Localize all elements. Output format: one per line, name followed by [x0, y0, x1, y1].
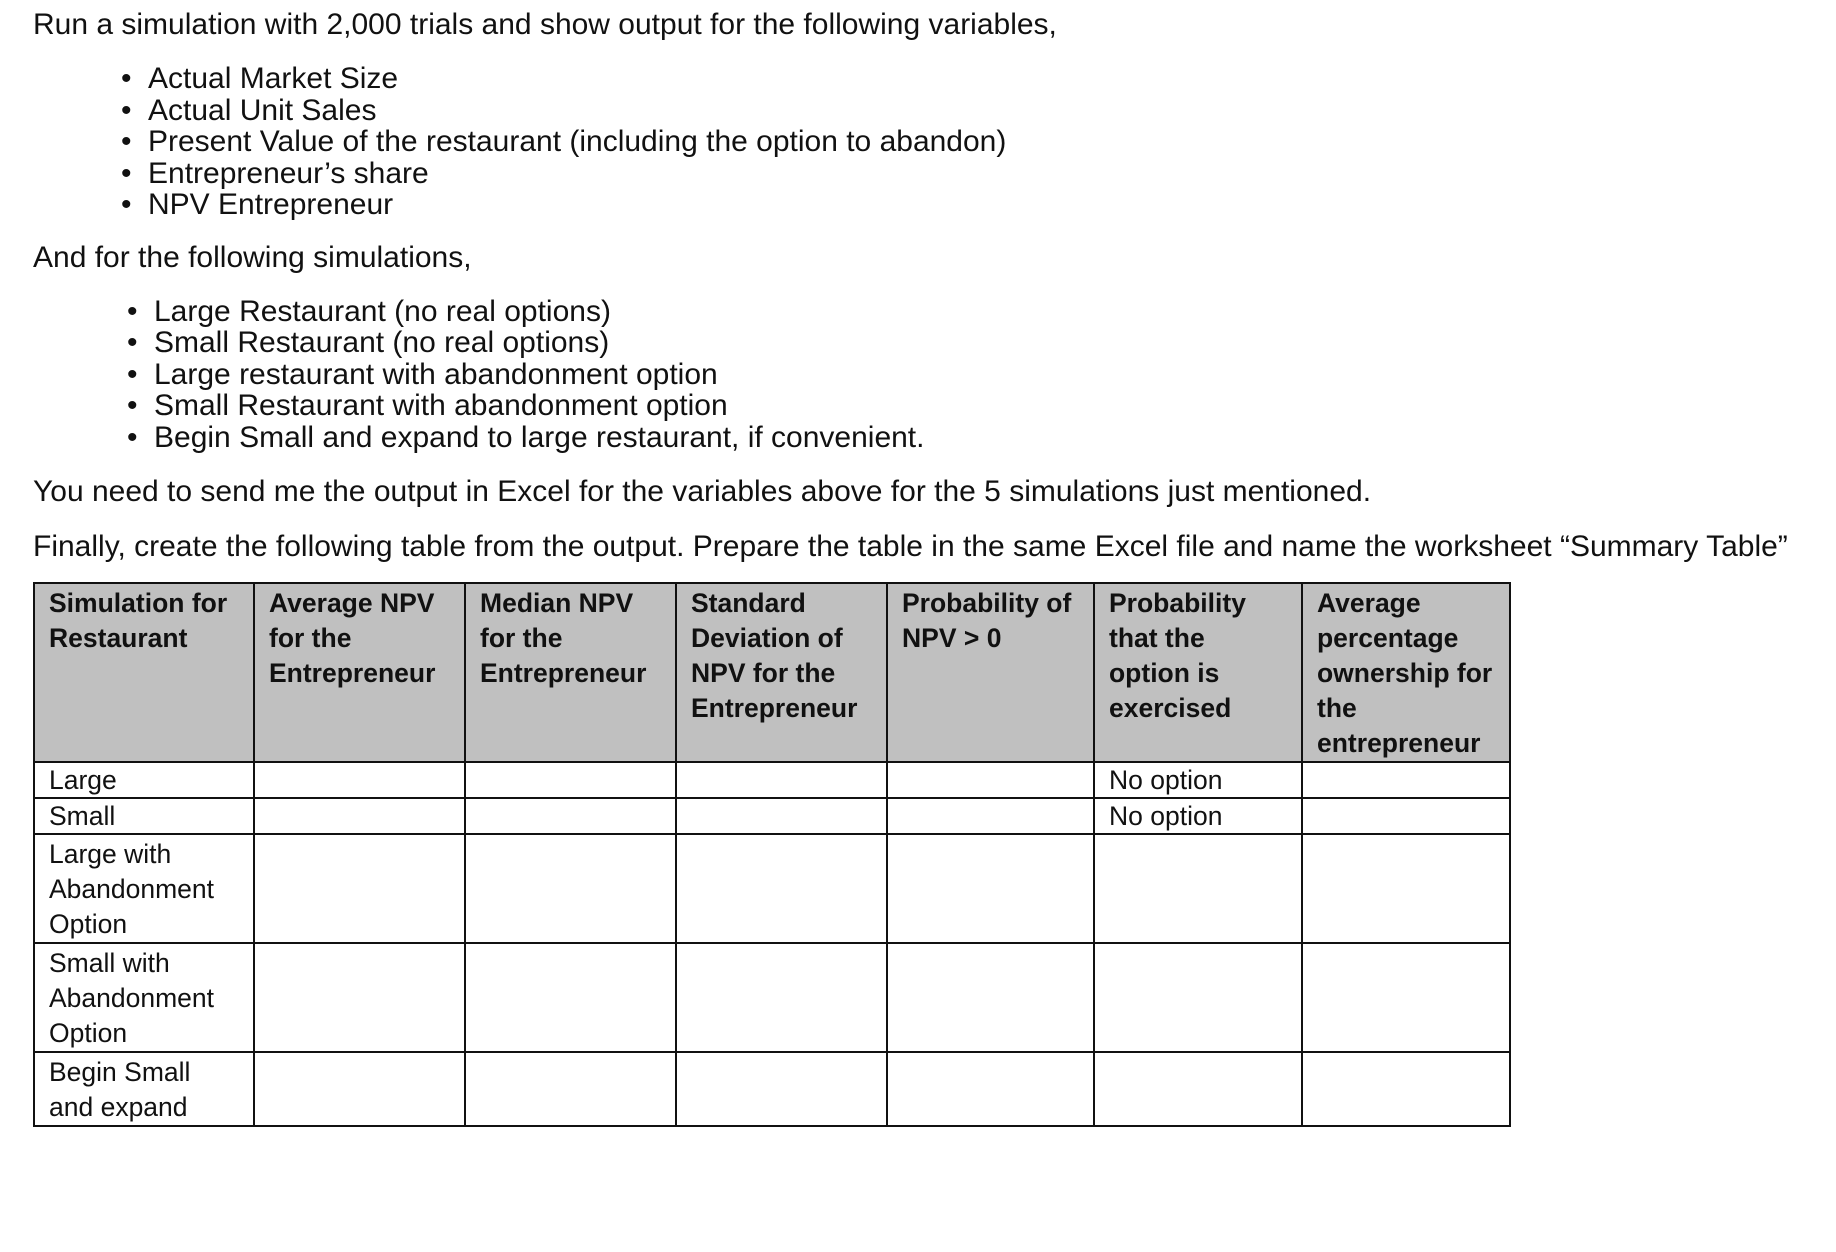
- table-row: [34, 762, 1510, 798]
- simulations-intro: And for the following simulations,: [33, 240, 472, 274]
- bullet-icon: •: [127, 326, 138, 359]
- table-cell: [1094, 834, 1302, 943]
- table-row: [34, 834, 1510, 943]
- list-item: • Small Restaurant (no real options): [127, 326, 610, 359]
- table-cell: [887, 834, 1094, 943]
- bullet-icon: •: [121, 62, 132, 95]
- header-average-npv: Average NPV for the Entrepreneur: [254, 583, 465, 762]
- table-cell: [676, 762, 887, 798]
- table-cell: [676, 798, 887, 834]
- list-item: • Large restaurant with abandonment option: [127, 357, 718, 391]
- instruction-paragraph: You need to send me the output in Excel for the variables above for the 5 simulations just mentioned.: [33, 475, 1372, 508]
- list-item: • NPV Entrepreneur: [121, 188, 394, 221]
- header-probability-npv-positive: Probability of NPV > 0: [887, 583, 1094, 762]
- table-cell: [887, 943, 1094, 1052]
- table-cell: [1302, 1052, 1510, 1126]
- table-cell: [254, 762, 465, 798]
- table-cell: No option: [1094, 762, 1302, 798]
- list-item: • Entrepreneur’s share: [121, 156, 429, 190]
- table-cell: [1302, 798, 1510, 834]
- header-probability-option-exercised: Probability that the option is exercised: [1094, 583, 1302, 762]
- table-cell: [1302, 834, 1510, 943]
- table-cell: Small with Abandonment Option: [34, 943, 254, 1052]
- final-instruction-paragraph: Finally, create the following table from the output. Prepare the table in the same Excel file and name the worksheet “Summary Table”: [33, 530, 1788, 563]
- bullet-icon: •: [121, 125, 132, 158]
- table-cell: Large with Abandonment Option: [34, 834, 254, 943]
- table-cell: [254, 943, 465, 1052]
- header-median-npv: Median NPV for the Entrepreneur: [465, 583, 676, 762]
- variables-list: [121, 63, 1793, 221]
- table-cell: Small: [34, 798, 254, 834]
- table-cell: [1302, 943, 1510, 1052]
- bullet-icon: •: [127, 357, 138, 391]
- list-item: • Present Value of the restaurant (including the option to abandon): [121, 125, 1007, 158]
- table-row: [34, 798, 1510, 834]
- bullet-icon: •: [121, 156, 132, 190]
- table-cell: [465, 943, 676, 1052]
- document-body: [33, 10, 1793, 1127]
- table-cell: [254, 798, 465, 834]
- intro-paragraph: Run a simulation with 2,000 trials and show output for the following variables,: [33, 8, 1057, 41]
- table-cell: [676, 834, 887, 943]
- table-row: [34, 1052, 1510, 1126]
- table-cell: [1302, 762, 1510, 798]
- bullet-icon: •: [127, 389, 138, 422]
- table-cell: [887, 798, 1094, 834]
- simulations-list: [127, 296, 1793, 454]
- table-cell: [254, 1052, 465, 1126]
- table-cell: [887, 1052, 1094, 1126]
- table-row: [34, 943, 1510, 1052]
- list-item: • Small Restaurant with abandonment option: [127, 389, 728, 422]
- list-item: • Large Restaurant (no real options): [127, 294, 611, 328]
- table-cell: [887, 762, 1094, 798]
- list-item: • Actual Unit Sales: [121, 93, 377, 127]
- table-cell: [1094, 943, 1302, 1052]
- bullet-icon: •: [127, 420, 138, 454]
- list-item: • Actual Market Size: [121, 62, 399, 95]
- table-cell: Begin Small and expand: [34, 1052, 254, 1126]
- table-cell: [465, 834, 676, 943]
- table-cell: [465, 798, 676, 834]
- table-cell: [1094, 1052, 1302, 1126]
- bullet-icon: •: [127, 294, 138, 328]
- table-header-row: [34, 583, 1510, 762]
- table-cell: [465, 762, 676, 798]
- table-cell: Large: [34, 762, 254, 798]
- list-item: • Begin Small and expand to large restaurant, if convenient.: [127, 420, 925, 454]
- table-cell: No option: [1094, 798, 1302, 834]
- table-cell: [676, 1052, 887, 1126]
- table-cell: [676, 943, 887, 1052]
- table-cell: [254, 834, 465, 943]
- header-average-ownership: Average percentage ownership for the entrepreneur: [1302, 583, 1510, 762]
- bullet-icon: •: [121, 188, 132, 221]
- header-std-dev-npv: Standard Deviation of NPV for the Entrepreneur: [676, 583, 887, 762]
- summary-table: [33, 582, 1511, 1127]
- header-simulation: Simulation for Restaurant: [34, 583, 254, 762]
- bullet-icon: •: [121, 93, 132, 127]
- table-cell: [465, 1052, 676, 1126]
